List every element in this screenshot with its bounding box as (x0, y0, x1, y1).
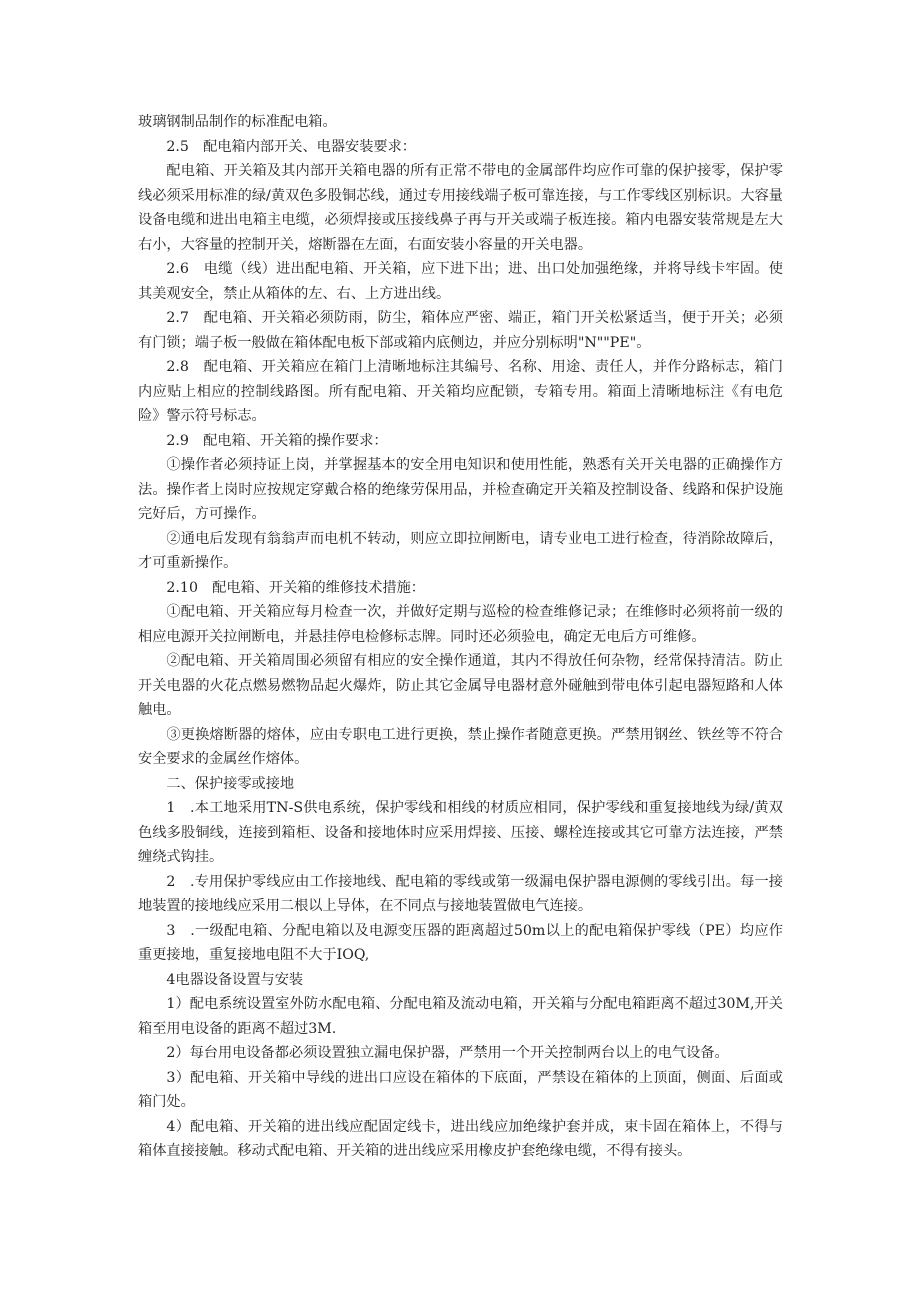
paragraph: 配电箱、开关箱及其内部开关箱电器的所有正常不带电的金属部件均应作可靠的保护接零，保护零线必须采用标准的绿/黄双色多股铜芯线，通过专用接线端子板可靠连接，与工作零线区别标识。大容量设备电缆和进出电箱主电缆，必须焊接或压接线鼻子再与开关或端子板连接。箱内电器安装常规是左大右小，大容量的控制开关，熔断器在左面，右面安装小容量的开关电器。 (138, 163, 783, 253)
list-item: ①配电箱、开关箱应每月检查一次，并做好定期与巡检的检查维修记录；在维修时必须将前一级的相应电源开关拉闸断电，并悬挂停电检修标志牌。同时还必须验电，确定无电后方可维修。 (138, 604, 783, 645)
heading-2-10: 2.10 配电箱、开关箱的维修技术措施： (166, 579, 425, 596)
list-item: ①操作者必须持证上岗，并掌握基本的安全用电知识和使用性能，熟悉有关开关电器的正确操作方法。操作者上岗时应按规定穿戴合格的绝缘劳保用品，并检查确定开关箱及控制设备、线路和保护设施完好后，方可操作。 (138, 457, 783, 522)
heading-2-5: 2.5 配电箱内部开关、电器安装要求： (166, 138, 416, 155)
list-item: ③更换熔断器的熔体，应由专职电工进行更换，禁止操作者随意更换。严禁用钢丝、铁丝等不符合安全要求的金属丝作熔体。 (138, 726, 783, 767)
list-item: ②配电箱、开关箱周围必须留有相应的安全操作通道，其内不得放任何杂物，经常保持清洁。防止开关电器的火花点燃易燃物品起火爆炸，防止其它金属导电器材意外碰触到带电体引起电器短路和人体触电。 (138, 653, 783, 718)
document-body (138, 110, 783, 1164)
section-heading: 二、保护接零或接地 (166, 775, 295, 792)
item-2-8: 2.8 配电箱、开关箱应在箱门上清晰地标注其编号、名称、用途、责任人，并作分路标志，箱门内应贴上相应的控制线路图。所有配电箱、开关箱均应配锁，专箱专用。箱面上清晰地标注《有电危险》警示符号标志。 (138, 359, 783, 424)
item-2-6: 2.6 电缆（线）进出配电箱、开关箱，应下进下出；进、出口处加强绝缘，并将导线卡牢固。使其美观安全，禁止从箱体的左、右、上方进出线。 (138, 261, 783, 302)
list-item: 3）配电箱、开关箱中导线的进出口应设在箱体的下底面，严禁设在箱体的上顶面，侧面、后面或箱门处。 (138, 1069, 783, 1110)
list-item: 1）配电系统设置室外防水配电箱、分配电箱及流动电箱，开关箱与分配电箱距离不超过30M,开关箱至用电设备的距离不超过3M. (138, 996, 783, 1037)
list-item: 2）每台用电设备都必须设置独立漏电保护器，严禁用一个开关控制两台以上的电气设备。 (166, 1045, 729, 1061)
list-item: 3 .一级配电箱、分配电箱以及电源变压器的距离超过50m以上的配电箱保护零线（PE）均应作重更接地，重复接地电阻不大于IOQ, (138, 922, 783, 963)
heading-2-9: 2.9 配电箱、开关箱的操作要求： (166, 432, 388, 449)
paragraph-continuation: 玻璃钢制品制作的标准配电箱。 (138, 114, 337, 130)
list-item: 1 .本工地采用TN-S供电系统，保护零线和相线的材质应相同，保护零线和重复接地线为绿/黄双色线多股铜线，连接到箱柜、设备和接地体时应采用焊接、压接、螺栓连接或其它可靠方法连接，严禁缠绕式钩挂。 (138, 800, 783, 865)
list-item: ②通电后发现有翁翁声而电机不转动，则应立即拉闸断电，请专业电工进行检查，待消除故障后，才可重新操作。 (138, 530, 783, 571)
section-heading: 4电器设备设置与安装 (166, 971, 304, 988)
list-item: 2 .专用保护零线应由工作接地线、配电箱的零线或第一级漏电保护器电源侧的零线引出。每一接地装置的接地线应采用二根以上导体，在不同点与接地装置做电气连接。 (138, 873, 783, 914)
item-2-7: 2.7 配电箱、开关箱必须防雨，防尘，箱体应严密、端正，箱门开关松紧适当，便于开关；必须有门锁；端子板一般做在箱体配电板下部或箱内底侧边，并应分别标明"N""PE"。 (138, 310, 783, 351)
list-item: 4）配电箱、开关箱的进出线应配固定线卡，进出线应加绝缘护套并成，束卡固在箱体上，不得与箱体直接接触。移动式配电箱、开关箱的进出线应采用橡皮护套绝缘电缆，不得有接头。 (138, 1118, 783, 1159)
